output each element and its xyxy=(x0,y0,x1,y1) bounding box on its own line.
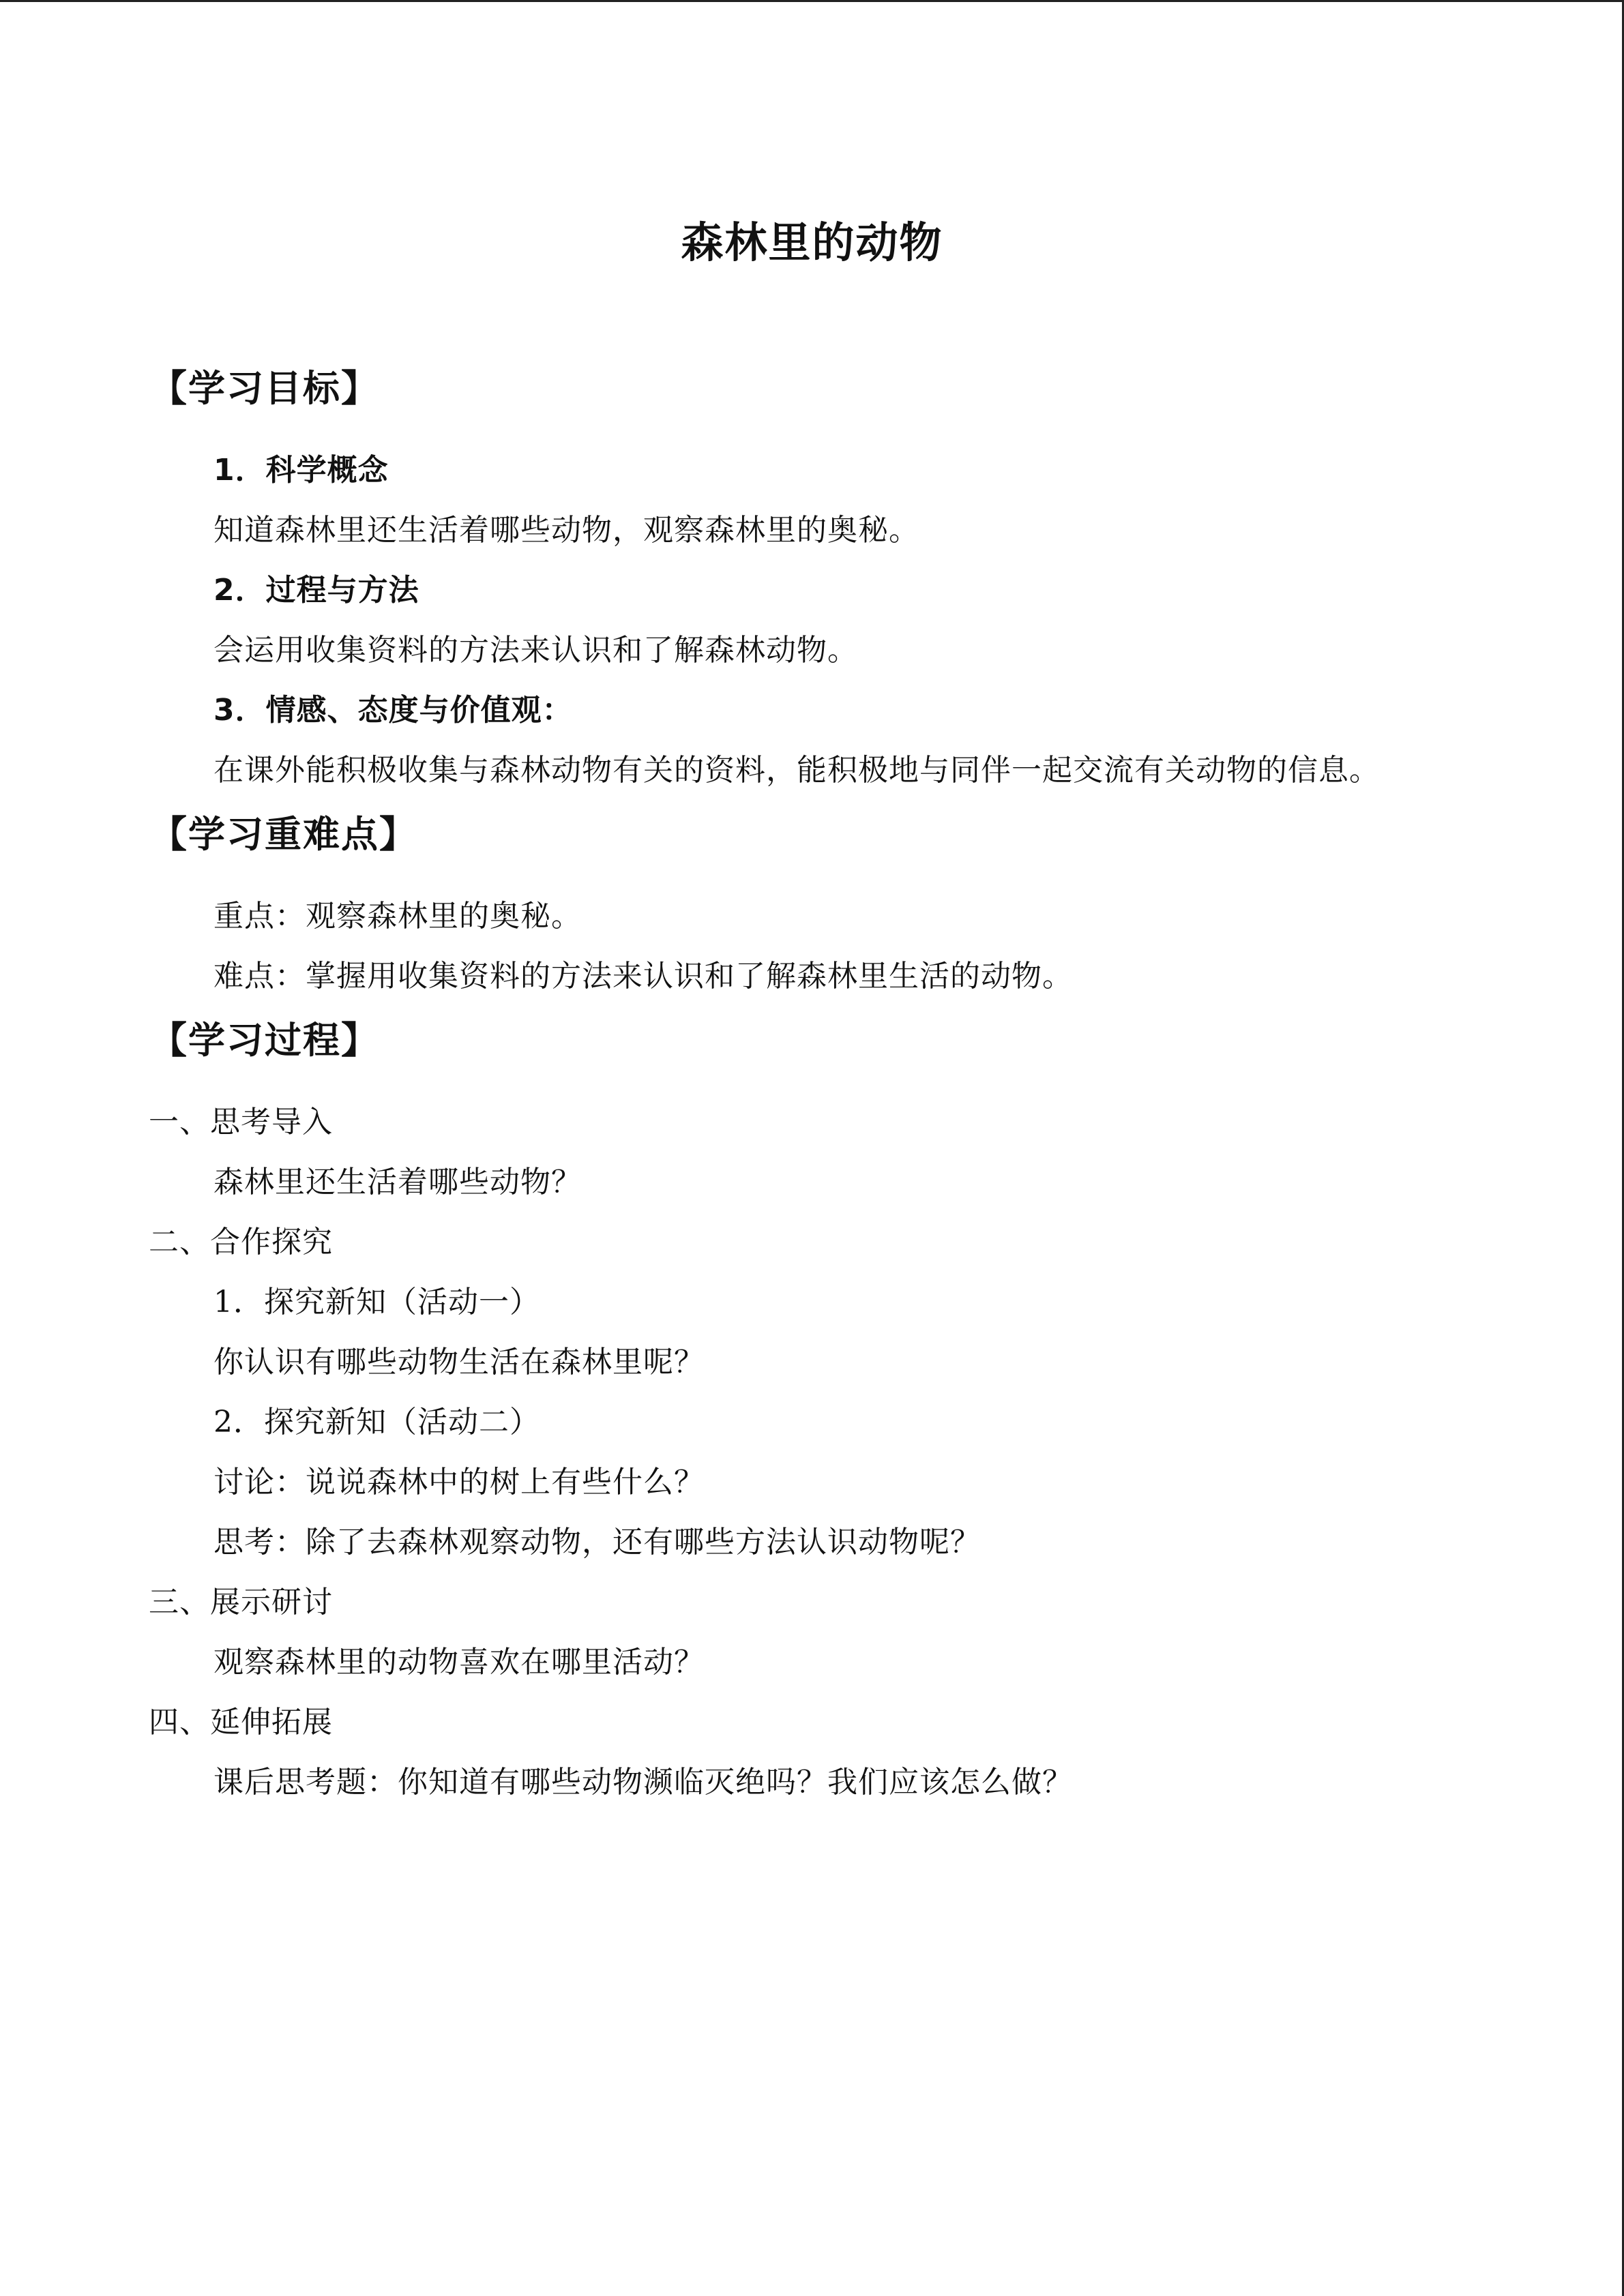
process-part-2-line: 1．探究新知（活动一） xyxy=(213,1285,540,1320)
process-part-1-title: 一、思考导入 xyxy=(149,1105,333,1139)
process-part-4-title: 四、延伸拓展 xyxy=(149,1705,333,1740)
section-heading-process: 【学习过程】 xyxy=(150,1019,379,1062)
objective-label-2: 2．过程与方法 xyxy=(213,573,419,608)
objective-label-1: 1．科学概念 xyxy=(213,453,389,488)
process-part-3-line: 观察森林里的动物喜欢在哪里活动？ xyxy=(213,1645,705,1680)
process-part-2-line: 你认识有哪些动物生活在森林里呢？ xyxy=(213,1345,705,1380)
process-part-1-line: 森林里还生活着哪些动物？ xyxy=(213,1165,582,1199)
process-part-2-line: 讨论：说说森林中的树上有些什么？ xyxy=(213,1465,705,1500)
section-heading-key-points: 【学习重难点】 xyxy=(150,813,417,856)
objective-text-2: 会运用收集资料的方法来认识和了解森林动物。 xyxy=(213,633,858,668)
process-part-2-line: 2．探究新知（活动二） xyxy=(213,1405,540,1440)
process-part-2-line: 思考：除了去森林观察动物，还有哪些方法认识动物呢？ xyxy=(213,1525,981,1560)
page-title: 森林里的动物 xyxy=(681,218,943,267)
key-point-focus: 重点：观察森林里的奥秘。 xyxy=(213,899,582,934)
process-part-3-title: 三、展示研讨 xyxy=(149,1585,333,1620)
objective-text-1: 知道森林里还生活着哪些动物，观察森林里的奥秘。 xyxy=(213,513,919,548)
objective-text-3: 在课外能积极收集与森林动物有关的资料，能积极地与同伴一起交流有关动物的信息。 xyxy=(213,753,1380,788)
key-point-difficulty: 难点：掌握用收集资料的方法来认识和了解森林里生活的动物。 xyxy=(213,959,1073,994)
process-part-2-title: 二、合作探究 xyxy=(149,1225,333,1259)
section-heading-objectives: 【学习目标】 xyxy=(150,367,379,410)
process-part-4-line: 课后思考题：你知道有哪些动物濒临灭绝吗？我们应该怎么做？ xyxy=(213,1765,1073,1800)
objective-label-3: 3．情感、态度与价值观： xyxy=(213,693,573,728)
